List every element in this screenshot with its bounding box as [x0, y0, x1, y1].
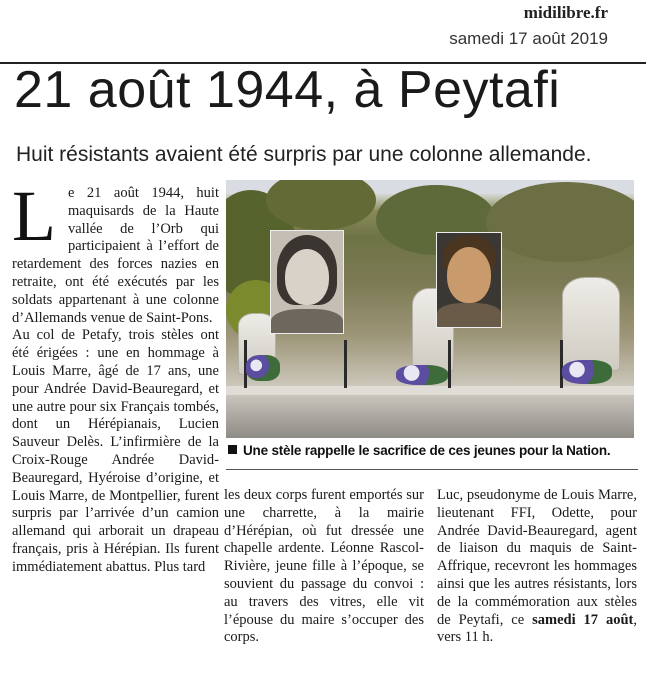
portrait-woman	[270, 230, 344, 334]
chain-post	[560, 340, 563, 388]
publication-date: samedi 17 août 2019	[449, 29, 608, 48]
drop-cap: L	[12, 176, 56, 256]
photo-bush	[486, 182, 634, 262]
article-column-2	[224, 487, 424, 647]
caption-text: Une stèle rappelle le sacrifice de ces jeunes pour la Nation.	[243, 443, 611, 458]
photo-caption	[228, 443, 638, 458]
flower-wreath	[246, 355, 280, 381]
flower-wreath	[562, 360, 612, 384]
paragraph: Au col de Petafy, trois stèles ont été érigées : une en hommage à Louis Marre, âgé de 17 ans, une pour Andrée David-Beauregard, et une autre pour six Français tombés, dont un Hérépianais, Lucien Sauveur Delès. L’infirmière de la Croix-Rouge Andrée David-Beauregard, Hyéroise d’origine, et Louis Marre, de Montpellier, furent surpris par l’arrivée d’un camion allemand qui arborait un drapeau français, pris à Hérépian. Ils furent immédiatement abattus. Plus tard	[12, 327, 219, 575]
portrait-collar	[271, 309, 343, 334]
paragraph: Luc, pseudonyme de Louis Marre, lieutenant FFI, Odette, pour Andrée David-Beauregard, agent de liaison du maquis de Saint-Affrique, recevront les hommages ainsi que les autres résistants, lors de la commémoration aux stèles de Peytafi, ce	[437, 487, 637, 628]
portrait-man	[436, 232, 502, 328]
memorial-photo	[226, 180, 634, 438]
source-label: midilibre.fr	[523, 3, 608, 22]
portrait-collar	[437, 303, 501, 328]
subheadline: Huit résistants avaient été surpris par une colonne allemande.	[16, 143, 592, 166]
article-column-3	[437, 487, 637, 647]
portrait-face	[285, 249, 329, 305]
portrait-face	[447, 247, 491, 303]
caption-rule	[226, 469, 638, 470]
stele-right	[562, 277, 620, 371]
road	[226, 395, 634, 438]
headline: 21 août 1944, à Peytafi	[14, 61, 561, 119]
article-column-1	[12, 176, 219, 577]
chain-post	[344, 340, 347, 388]
caption-bullet	[228, 445, 237, 454]
flower-wreath	[396, 365, 448, 385]
paragraph-end: , vers 11 h.	[437, 611, 637, 646]
lead-paragraph: e 21 août 1944, huit maquisards de la Haute vallée de l’Orb qui participaient à l’effort de retardement des forces nazies en retraite, ont été exécutés par les soldats appartenant à une colonne d’Allemands venue de Saint-Pons.	[12, 185, 219, 326]
chain-post	[448, 340, 451, 388]
paragraph: les deux corps furent emportés sur une charrette, à la mairie d’Hérépian, où fut dressée une chapelle ardente. Léonne Rascol-Rivière, jeune fille à l’époque, se souvient du passage du convoi : au travers des vitres, elle vit l’épouse du maire s’occuper des corps.	[224, 487, 424, 646]
event-date: samedi 17 août	[532, 611, 634, 628]
